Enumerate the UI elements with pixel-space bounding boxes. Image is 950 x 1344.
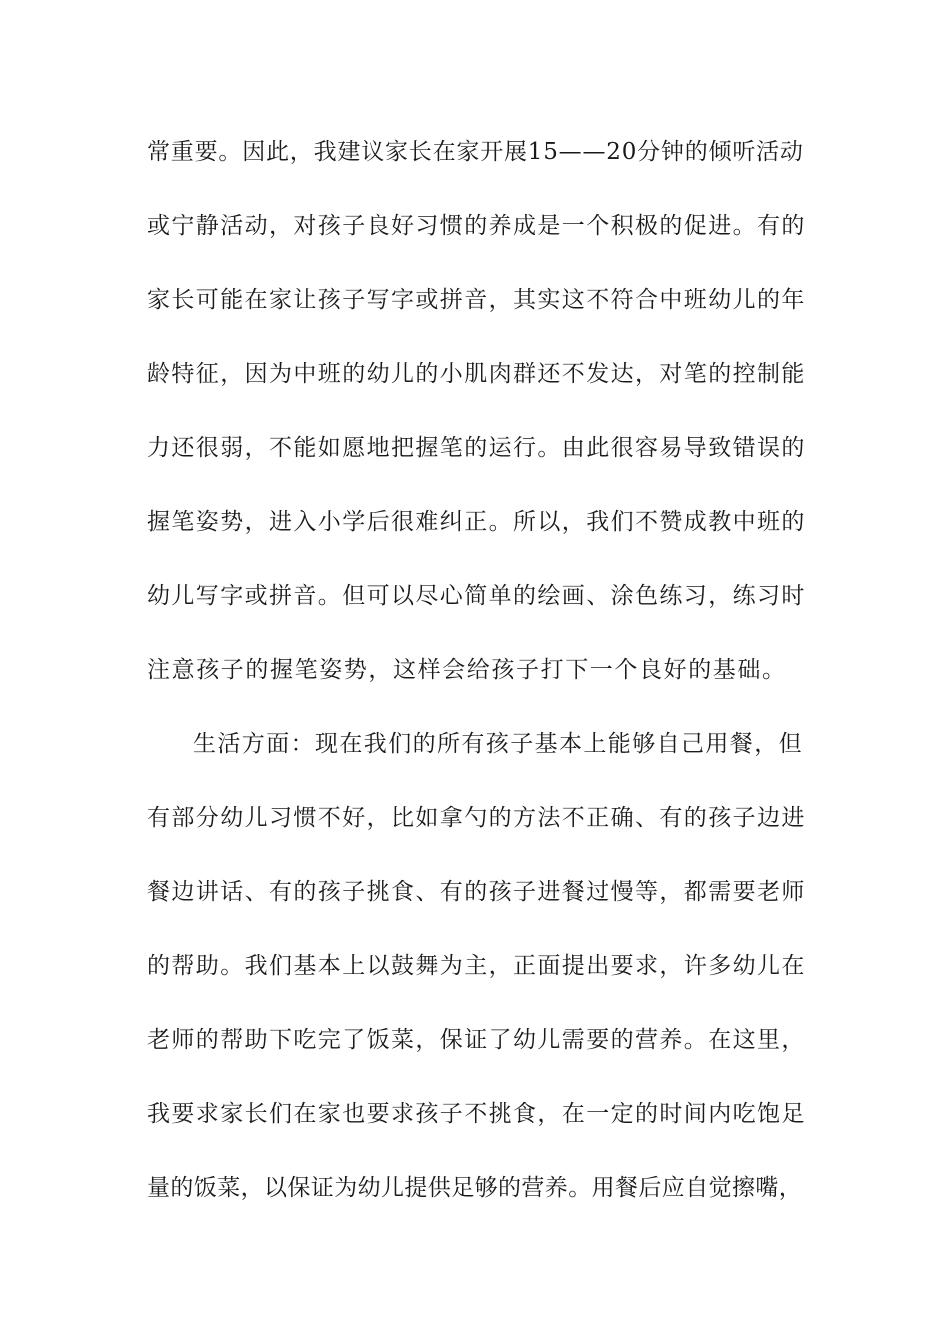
text-line: 力还很弱，不能如愿地把握笔的运行。由此很容易导致错误的 [147, 435, 806, 461]
text-line: 龄特征，因为中班的幼儿的小肌肉群还不发达，对笔的控制能 [147, 361, 806, 387]
text-line: 常重要。因此，我建议家长在家开展15——20分钟的倾听活动 [147, 139, 804, 165]
text-line: 老师的帮助下吃完了饭菜，保证了幼儿需要的营养。在这里， [147, 1027, 806, 1053]
text-line: 家长可能在家让孩子写字或拼音，其实这不符合中班幼儿的年 [147, 287, 806, 313]
text-line: 量的饭菜，以保证为幼儿提供足够的营养。用餐后应自觉擦嘴， [147, 1175, 803, 1201]
text-line: 注意孩子的握笔姿势，这样会给孩子打下一个良好的基础。 [147, 657, 787, 683]
text-line: 幼儿写字或拼音。但可以尽心简单的绘画、涂色练习，练习时 [147, 583, 806, 609]
text-line: 有部分幼儿习惯不好，比如拿勺的方法不正确、有的孩子边进 [147, 805, 806, 831]
text-line: 我要求家长们在家也要求孩子不挑食，在一定的时间内吃饱足 [147, 1101, 806, 1127]
body-text [147, 126, 807, 1236]
text-line: 的帮助。我们基本上以鼓舞为主，正面提出要求，许多幼儿在 [147, 953, 806, 979]
text-line: 握笔姿势，进入小学后很难纠正。所以，我们不赞成教中班的 [147, 509, 806, 535]
text-line: 餐边讲话、有的孩子挑食、有的孩子进餐过慢等，都需要老师 [147, 879, 806, 905]
paragraph-start-line: 生活方面：现在我们的所有孩子基本上能够自己用餐，但 [193, 731, 803, 757]
text-line: 或宁静活动，对孩子良好习惯的养成是一个积极的促进。有的 [147, 213, 806, 239]
